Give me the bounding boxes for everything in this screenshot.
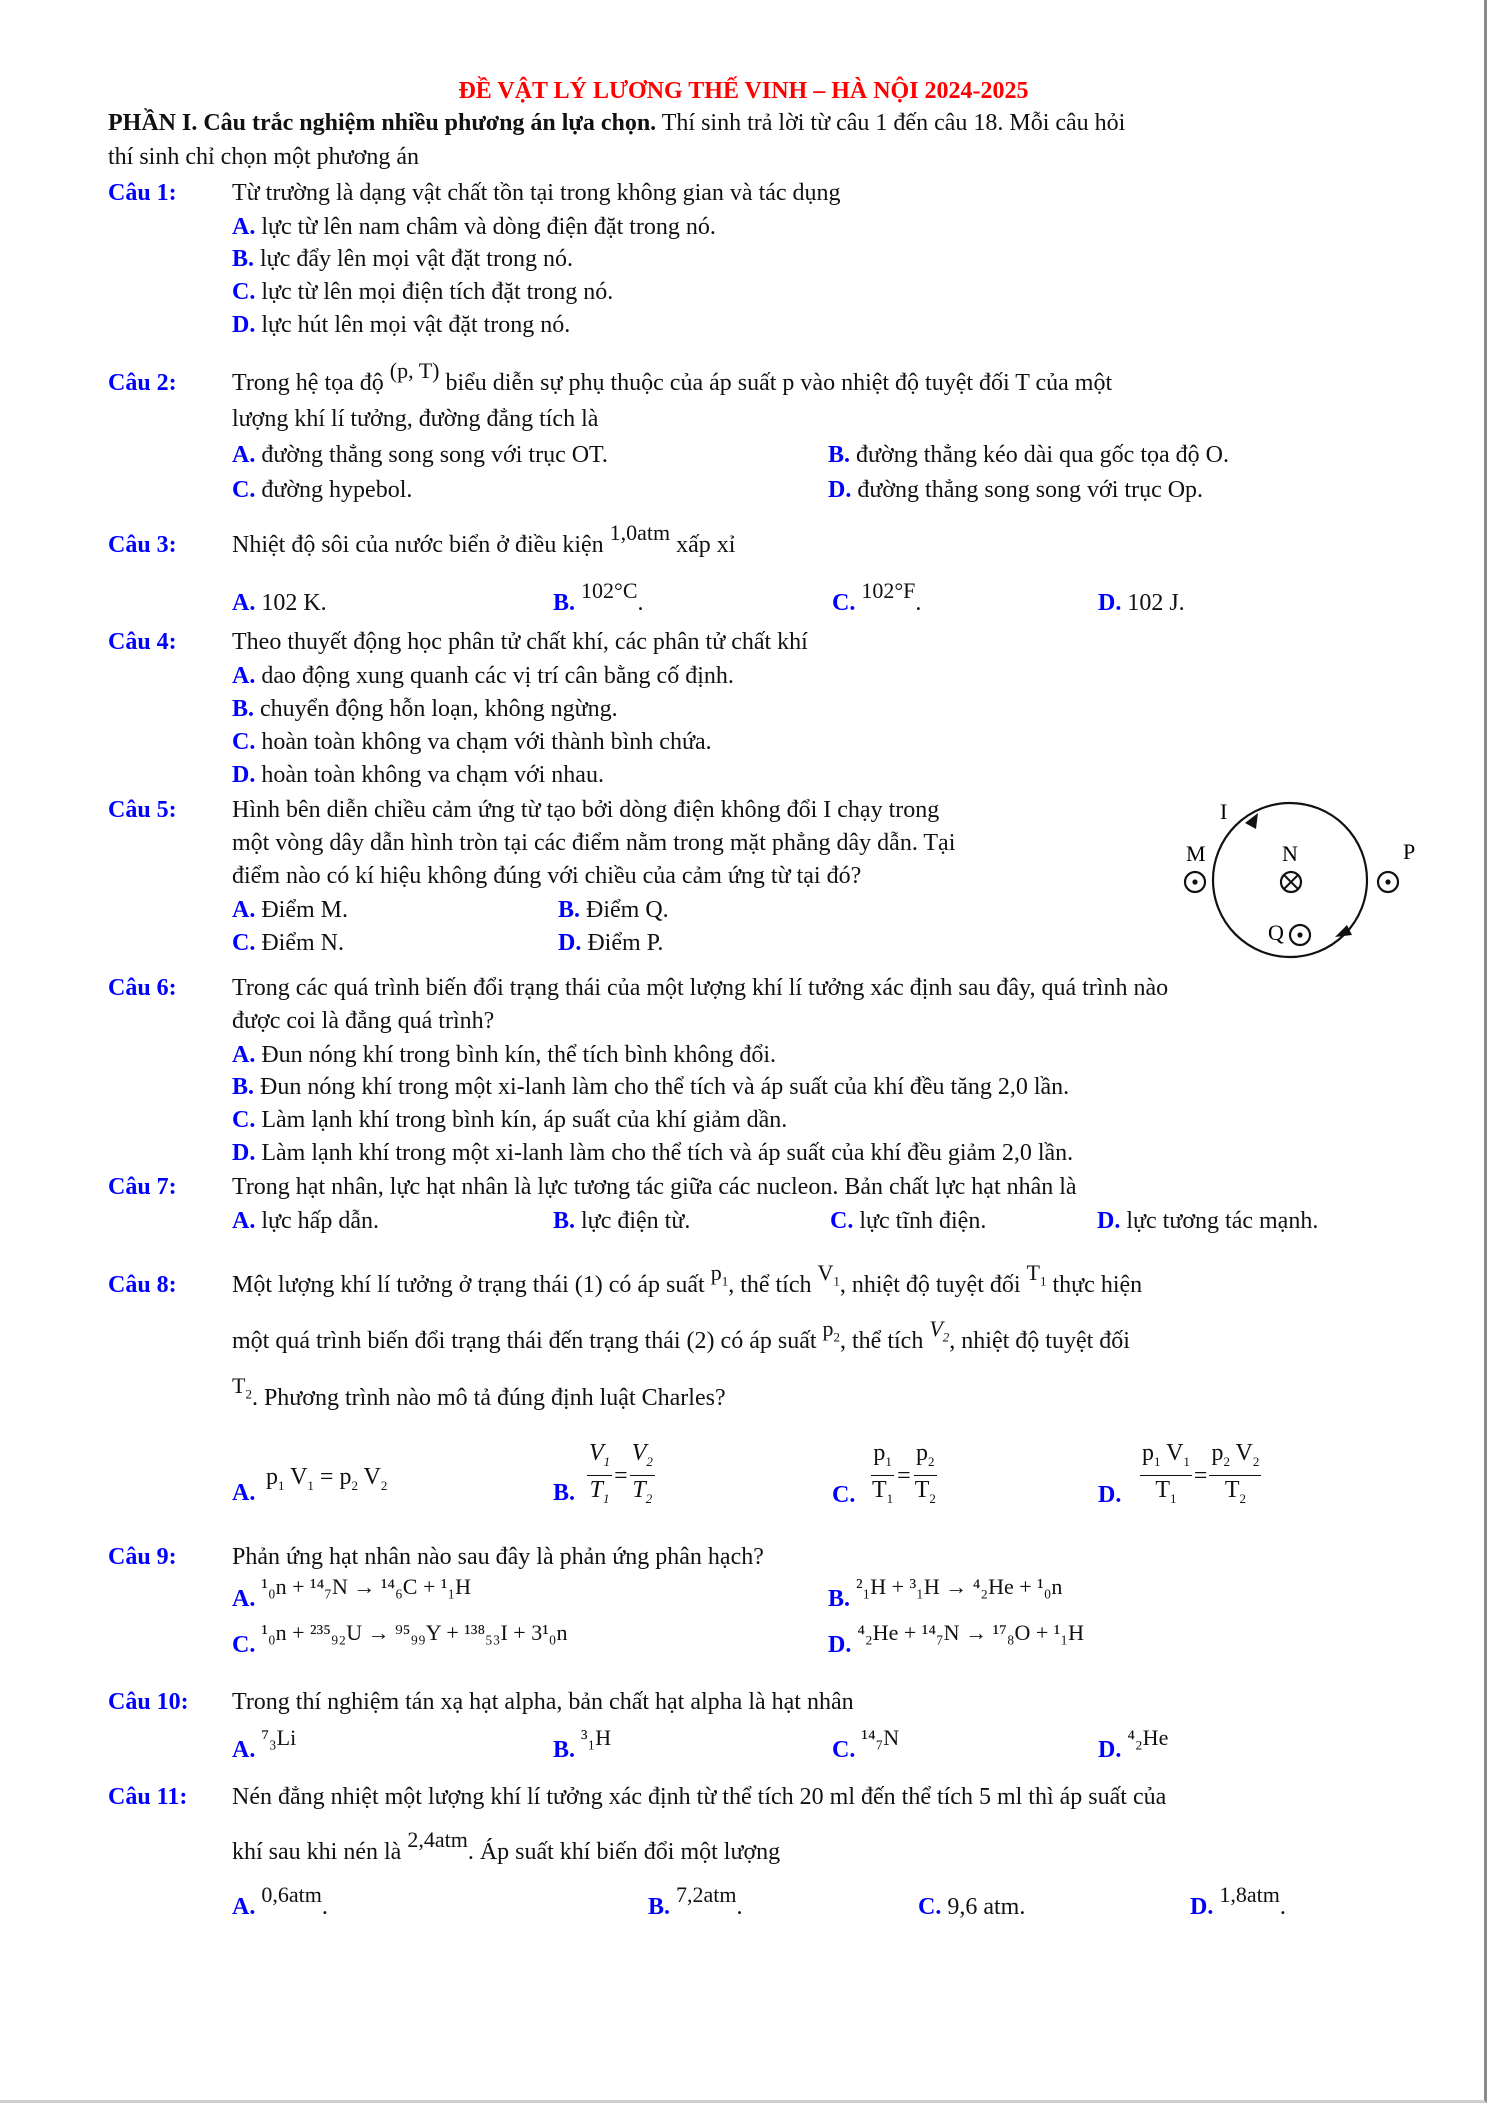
option-tail: . (736, 1894, 743, 1920)
option-label: C. (832, 590, 856, 616)
option-text: 102 K. (261, 590, 327, 616)
option-a[interactable] (232, 440, 608, 470)
option-text: Điểm N. (261, 930, 344, 956)
option-label: D. (1098, 1482, 1122, 1508)
fraction (1209, 1440, 1261, 1513)
option-c[interactable] (232, 727, 712, 757)
var-subscript: 2 (942, 1329, 950, 1345)
option-label: D. (1190, 1894, 1214, 1920)
option-c[interactable] (232, 1620, 568, 1660)
var-v2 (929, 1316, 950, 1345)
question-text-2 (232, 1827, 781, 1867)
option-b[interactable] (232, 694, 618, 724)
question-text: Từ trường là dạng vật chất tồn tại trong không gian và tác dụng (232, 180, 841, 206)
option-c[interactable] (232, 1105, 787, 1135)
eq-sub: 1 (886, 1490, 894, 1506)
question-text: Trong hạt nhân, lực hạt nhân là lực tương tác giữa các nucleon. Bản chất lực hạt nhân là (232, 1174, 1077, 1200)
var-subscript: 2 (245, 1386, 252, 1402)
option-label: B. (828, 1586, 851, 1612)
option-b[interactable] (828, 440, 1229, 470)
question-label: Câu 2: (108, 370, 177, 396)
option-label: D. (1098, 590, 1122, 616)
option-d[interactable] (828, 475, 1203, 505)
eq-sym: p (873, 1440, 886, 1466)
option-label: D. (1097, 1208, 1121, 1234)
question-text: Nén đẳng nhiệt một lượng khí lí tưởng xác định từ thể tích 20 ml đến thể tích 5 ml thì áp suất của (232, 1784, 1167, 1810)
option-text: ⁴₂He (1127, 1725, 1169, 1750)
option-text: Đun nóng khí trong một xi-lanh làm cho thể tích và áp suất của khí đều tăng 2,0 lần. (260, 1074, 1070, 1100)
option-label: C. (232, 1107, 256, 1133)
part-heading-line (108, 108, 1125, 138)
option-text: đường hypebol. (261, 477, 413, 503)
option-text: 1,8atm (1219, 1882, 1280, 1907)
option-label: A. (232, 214, 256, 240)
option-text: lực từ lên mọi điện tích đặt trong nó. (261, 279, 614, 305)
option-text: ⁷₃Li (261, 1725, 297, 1750)
question-text-part: , thể tích (840, 1328, 924, 1354)
question-text-part: Một lượng khí lí tưởng ở trạng thái (1) có áp suất (232, 1272, 705, 1298)
option-label: C. (232, 930, 256, 956)
option-label: B. (232, 1074, 255, 1100)
part-heading: PHẦN I. Câu trắc nghiệm nhiều phương án lựa chọn. (108, 110, 657, 136)
option-a[interactable] (232, 1574, 472, 1614)
option-d[interactable] (1098, 1725, 1169, 1765)
eq-sub: 1 (307, 1477, 314, 1493)
option-a[interactable] (232, 661, 734, 691)
option-d[interactable] (1098, 588, 1185, 618)
question-text-2: lượng khí lí tưởng, đường đẳng tích là (232, 406, 599, 432)
option-label: D. (828, 1632, 852, 1658)
var-symbol: V (929, 1316, 943, 1341)
eq-sym: T (632, 1476, 646, 1503)
var-subscript: 1 (721, 1273, 729, 1289)
option-b[interactable] (553, 578, 644, 618)
option-label: C. (232, 279, 256, 305)
option-b[interactable] (232, 244, 573, 274)
option-label: B. (232, 696, 255, 722)
var-p2 (822, 1316, 841, 1345)
eq-sub: 2 (351, 1477, 358, 1493)
option-label: A. (232, 1042, 256, 1068)
question-text-2: được coi là đẳng quá trình? (232, 1008, 495, 1034)
fraction (913, 1440, 938, 1513)
option-label: D. (232, 312, 256, 338)
question-text-part: , nhiệt độ tuyệt đối (949, 1328, 1130, 1354)
option-label: A. (232, 442, 256, 468)
question-label: Câu 1: (108, 180, 177, 206)
option-text: lực điện từ. (581, 1208, 691, 1234)
option-label: C. (918, 1894, 942, 1920)
option-text: Làm lạnh khí trong bình kín, áp suất của khí giảm dần. (261, 1107, 788, 1133)
option-d[interactable] (232, 760, 604, 790)
option-label: A. (232, 590, 256, 616)
dot-out-icon-p (1378, 872, 1398, 892)
cross-in-icon-n (1281, 872, 1301, 892)
option-text: ¹₀n + ²³⁵₉₂U → ⁹⁵₉₉Y + ¹³⁸₅₃I + 3¹₀n (261, 1620, 568, 1645)
eq-sub: 1 (885, 1453, 892, 1469)
option-a[interactable] (232, 212, 716, 242)
option-text: đường thẳng song song với trục Op. (857, 477, 1204, 503)
question-text (232, 1260, 1143, 1308)
option-a[interactable] (232, 1040, 776, 1070)
question-text-part: . Áp suất khí biến đổi một lượng (467, 1839, 781, 1865)
option-b[interactable] (232, 1072, 1069, 1102)
option-text: Đun nóng khí trong bình kín, thể tích bình không đổi. (261, 1042, 776, 1068)
option-b[interactable] (553, 1206, 690, 1236)
option-text: lực tương tác mạnh. (1126, 1208, 1319, 1234)
option-tail: . (321, 1894, 328, 1920)
var-p1 (710, 1260, 729, 1289)
point-label-m: M (1186, 841, 1206, 866)
magnetic-field-figure (1160, 785, 1420, 960)
question-text (232, 520, 736, 560)
question-label: Câu 3: (108, 532, 177, 558)
option-text: ²₁H + ³₁H → ⁴₂He + ¹₀n (856, 1574, 1063, 1599)
option-label: A. (232, 1480, 256, 1506)
eq-sym: V (631, 1440, 647, 1466)
option-text: Điểm M. (261, 897, 349, 923)
option-label: A. (232, 1208, 256, 1234)
option-a[interactable] (232, 1882, 328, 1922)
var-v1 (817, 1260, 840, 1289)
question-text: Phản ứng hạt nhân nào sau đây là phản ứng phân hạch? (232, 1544, 764, 1570)
equation (1140, 1440, 1261, 1513)
option-d[interactable] (558, 928, 663, 958)
eq-sub: 2 (1239, 1490, 1247, 1506)
option-text: ⁴₂He + ¹⁴₇N → ¹⁷₈O + ¹₁H (857, 1620, 1084, 1645)
math-expression: 2,4atm (407, 1827, 468, 1852)
option-text: đường thẳng kéo dài qua gốc tọa độ O. (856, 442, 1229, 468)
eq-sub: 1 (1154, 1453, 1161, 1469)
fraction (630, 1440, 655, 1513)
var-symbol: T (1026, 1260, 1040, 1285)
question-text-part: . Phương trình nào mô tả đúng định luật Charles? (251, 1385, 726, 1411)
option-a[interactable] (232, 895, 348, 925)
var-subscript: 2 (833, 1329, 841, 1345)
option-text: ¹⁴₇N (861, 1725, 900, 1750)
eq-sym: V (589, 1440, 604, 1466)
option-label: B. (558, 897, 581, 923)
eq-sub: 2 (646, 1453, 653, 1469)
fraction (870, 1440, 895, 1513)
option-c[interactable] (832, 1725, 900, 1765)
eq-sym: V (1235, 1440, 1253, 1466)
option-label: D. (232, 1140, 256, 1166)
question-text-part: thực hiện (1052, 1272, 1143, 1298)
option-text: 102°C (581, 578, 638, 603)
question-text-3 (232, 1373, 726, 1421)
eq-sub: 2 (1223, 1453, 1230, 1469)
var-symbol: p (710, 1260, 722, 1285)
option-d[interactable] (1190, 1882, 1286, 1922)
option-c[interactable] (832, 578, 922, 618)
eq-sym: p (1211, 1440, 1224, 1466)
option-text: lực từ lên nam châm và dòng điện đặt trong nó. (261, 214, 716, 240)
question-label: Câu 10: (108, 1689, 189, 1715)
eq-sub: 1 (1170, 1490, 1177, 1506)
current-label: I (1220, 799, 1228, 824)
option-d[interactable] (828, 1620, 1084, 1660)
option-label: D. (1098, 1737, 1122, 1763)
option-label: B. (553, 590, 576, 616)
eq-sign: = (1193, 1463, 1208, 1490)
question-text-2: một vòng dây dẫn hình tròn tại các điểm nằm trong mặt phẳng dây dẫn. Tại (232, 830, 956, 856)
option-text: hoàn toàn không va chạm với nhau. (261, 762, 604, 788)
option-label: B. (553, 1480, 576, 1506)
var-subscript: 1 (833, 1273, 840, 1289)
option-text: 102°F (861, 578, 916, 603)
option-text: Điểm P. (587, 930, 664, 956)
question-text-part: khí sau khi nén là (232, 1839, 402, 1865)
question-text-part: , thể tích (728, 1272, 812, 1298)
var-symbol: V (817, 1260, 834, 1285)
option-text: hoàn toàn không va chạm với thành bình chứa. (261, 729, 712, 755)
eq-sym: V (1166, 1440, 1184, 1466)
option-a[interactable] (232, 1725, 297, 1765)
eq-sym: p (339, 1464, 352, 1490)
option-label: A. (232, 1586, 256, 1612)
eq-sym: T (589, 1476, 604, 1503)
question-text-part: , nhiệt độ tuyệt đối (839, 1272, 1021, 1298)
option-label: B. (648, 1894, 671, 1920)
option-label: C. (832, 1482, 856, 1508)
question-label: Câu 6: (108, 975, 177, 1001)
question-label: Câu 8: (108, 1272, 177, 1298)
question-label: Câu 11: (108, 1784, 188, 1810)
equation (587, 1440, 655, 1513)
option-text: lực hấp dẫn. (261, 1208, 379, 1234)
question-text-part: Nhiệt độ sôi của nước biển ở điều kiện (232, 532, 604, 558)
option-label: B. (828, 442, 851, 468)
option-d[interactable] (232, 310, 570, 340)
option-label: A. (232, 663, 256, 689)
eq-sym: p (1142, 1440, 1154, 1466)
option-label: C. (832, 1737, 856, 1763)
option-b[interactable] (558, 895, 669, 925)
equation (870, 1440, 938, 1513)
question-label: Câu 5: (108, 797, 177, 823)
option-label: D. (828, 477, 852, 503)
eq-sym: T (914, 1476, 930, 1503)
question-text-2 (232, 1316, 1130, 1364)
option-text: ³₁H (581, 1725, 612, 1750)
eq-sign: = (614, 1463, 628, 1490)
eq-sym: p (916, 1440, 929, 1466)
option-tail: . (915, 590, 922, 616)
option-label: C. (232, 477, 256, 503)
question-text: Trong thí nghiệm tán xạ hạt alpha, bản chất hạt alpha là hạt nhân (232, 1689, 854, 1715)
question-text: Trong các quá trình biến đổi trạng thái của một lượng khí lí tưởng xác định sau đây, quá trình nào (232, 975, 1169, 1001)
eq-sign: = (897, 1463, 911, 1490)
option-label: A. (232, 897, 256, 923)
eq-sym: T (872, 1476, 887, 1503)
option-label: B. (232, 246, 255, 272)
math-expression: 1,0atm (609, 520, 671, 545)
eq-sub: 1 (603, 1453, 611, 1469)
option-label: D. (558, 930, 582, 956)
option-c[interactable] (232, 928, 344, 958)
option-d[interactable] (232, 1138, 1073, 1168)
option-label: C. (232, 1632, 256, 1658)
question-text: Theo thuyết động học phân tử chất khí, các phân tử chất khí (232, 629, 808, 655)
eq-sub: 2 (645, 1490, 653, 1506)
option-b[interactable] (828, 1574, 1063, 1614)
point-label-q: Q (1268, 920, 1284, 945)
eq-sym: T (1155, 1476, 1171, 1503)
part-instruction: Thí sinh trả lời từ câu 1 đến câu 18. Mỗi câu hỏi (656, 110, 1126, 136)
option-label: D. (232, 762, 256, 788)
option-tail: . (1279, 1894, 1286, 1920)
option-label: B. (553, 1737, 576, 1763)
option-text: lực đẩy lên mọi vật đặt trong nó. (260, 246, 573, 272)
option-text: lực hút lên mọi vật đặt trong nó. (261, 312, 571, 338)
option-text: ¹₀n + ¹⁴₇N → ¹⁴₆C + ¹₁H (261, 1574, 472, 1599)
point-label-n: N (1282, 841, 1298, 866)
eq-sub: 1 (603, 1490, 610, 1506)
eq-sign: = (319, 1464, 334, 1490)
eq-sym: V (363, 1464, 381, 1490)
question-label: Câu 7: (108, 1174, 177, 1200)
option-text: dao động xung quanh các vị trí cân bằng cố định. (261, 663, 734, 689)
option-c[interactable] (232, 475, 412, 505)
var-symbol: p (822, 1316, 834, 1341)
eq-sub: 1 (1183, 1453, 1190, 1469)
option-text: 102 J. (1127, 590, 1185, 616)
arrow-down-icon (1335, 925, 1352, 937)
eq-sub: 2 (380, 1477, 388, 1493)
option-text: 7,2atm (676, 1882, 737, 1907)
math-expression: (p, T) (389, 358, 440, 383)
var-subscript: 1 (1040, 1273, 1047, 1289)
option-text: Làm lạnh khí trong một xi-lanh làm cho thể tích và áp suất của khí đều giảm 2,0 lần. (261, 1140, 1074, 1166)
question-text-3: điểm nào có kí hiệu không đúng với chiều của cảm ứng từ tại đó? (232, 863, 862, 889)
option-tail: . (637, 590, 644, 616)
option-text: 0,6atm (261, 1882, 322, 1907)
question-text: Hình bên diễn chiều cảm ứng từ tạo bởi dòng điện không đổi I chạy trong (232, 797, 940, 823)
option-b[interactable] (553, 1725, 612, 1765)
var-symbol: T (232, 1373, 246, 1398)
option-c[interactable] (232, 277, 613, 307)
question-label: Câu 9: (108, 1544, 177, 1570)
option-text: đường thẳng song song với trục OT. (261, 442, 608, 468)
eq-sym: p (266, 1464, 278, 1490)
option-label: C. (232, 729, 256, 755)
question-text-part: Trong hệ tọa độ (232, 370, 384, 396)
option-a[interactable] (232, 1206, 379, 1236)
question-text-part: biểu diễn sự phụ thuộc của áp suất p vào nhiệt độ tuyệt đối T của một (445, 370, 1113, 396)
part-instruction-2: thí sinh chỉ chọn một phương án (108, 144, 420, 170)
eq-sub: 2 (1252, 1453, 1260, 1469)
var-t2 (232, 1373, 252, 1402)
dot-out-icon-q (1290, 925, 1310, 945)
point-label-p: P (1403, 839, 1416, 864)
option-label: B. (553, 1208, 576, 1234)
option-label: C. (830, 1208, 854, 1234)
option-text: 9,6 atm. (947, 1894, 1026, 1920)
question-text-part: xấp xỉ (676, 532, 736, 558)
eq-sym: T (1224, 1476, 1240, 1503)
option-a[interactable] (232, 588, 327, 618)
eq-sym: V (290, 1464, 308, 1490)
var-t1 (1026, 1260, 1047, 1289)
option-c[interactable] (830, 1206, 986, 1236)
eq-sub: 2 (928, 1453, 935, 1469)
option-text: lực tĩnh điện. (859, 1208, 987, 1234)
option-text: Điểm Q. (586, 897, 669, 923)
option-label: A. (232, 1894, 256, 1920)
fraction (1140, 1440, 1192, 1513)
fraction (587, 1440, 612, 1513)
eq-sub: 2 (929, 1490, 936, 1506)
question-text-part: một quá trình biến đổi trạng thái đến trạng thái (2) có áp suất (232, 1328, 817, 1354)
question-text (232, 358, 1113, 398)
eq-sub: 1 (278, 1477, 285, 1493)
option-label: A. (232, 1737, 256, 1763)
dot-out-icon-m (1185, 872, 1205, 892)
option-text: chuyển động hỗn loạn, không ngừng. (260, 696, 618, 722)
equation (266, 1462, 387, 1501)
document-title: ĐỀ VẬT LÝ LƯƠNG THẾ VINH – HÀ NỘI 2024-2025 (458, 78, 1029, 104)
option-d[interactable] (1097, 1206, 1318, 1236)
option-c[interactable] (918, 1892, 1025, 1922)
option-b[interactable] (648, 1882, 743, 1922)
question-label: Câu 4: (108, 629, 177, 655)
